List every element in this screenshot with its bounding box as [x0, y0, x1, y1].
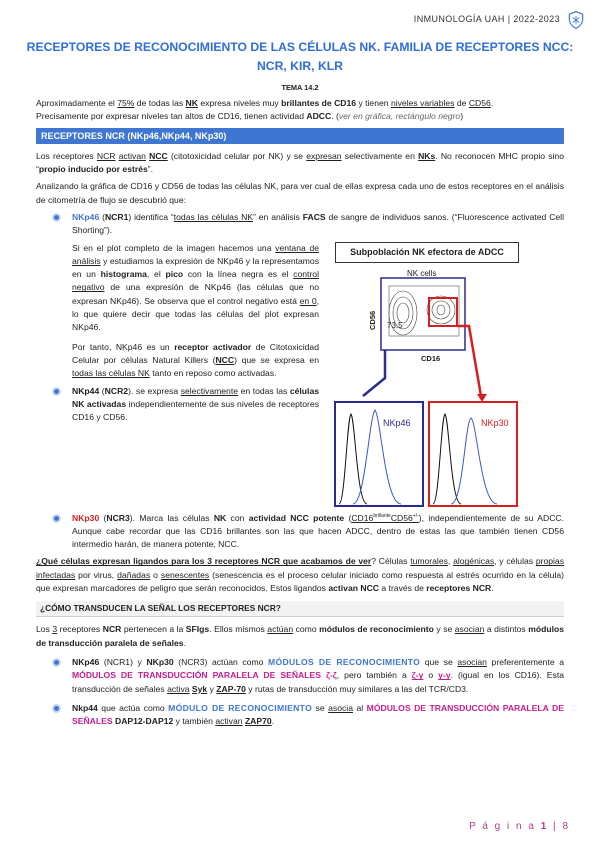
gate-label: NK cells	[407, 268, 437, 278]
left-column	[36, 242, 319, 512]
figure-column	[331, 242, 521, 512]
bullet-dot	[50, 386, 64, 396]
arrow-red	[477, 394, 487, 402]
header-text: INMUNOLOGÍA UAH | 2022-2023	[413, 14, 560, 25]
plot-paragraph: Si en el plot completo de la imagen hacemos una ventana de análisis y estudiamos la expresión de NKp46 y la representamos en un histograma, el pico con la línea negra es el control negativo de una expresión de NKp46 (las células que no expresan NKp46). Se observa que el control negativo está en 0, lo que quiere decir que todas las células del plot expresan NKp46.	[72, 242, 320, 333]
tema-label: TEMA 14.2	[281, 83, 319, 92]
bullet-nkp44-transduction: Nkp44 que actúa como MÓDULO DE RECONOCIMIENTO se asocia al MÓDULOS DE TRANSDUCCIÓN PARALELA DE SEÑALES DAP12-DAP12 y también activan ZAP70.	[36, 702, 564, 729]
ligands-paragraph: ¿Qué células expresan ligandos para los 3 receptores NCR que acabamos de ver? Células tumorales, alogénicas, y células propias infectadas por virus, dañadas o senescentes (senescencia es el proceso celular iniciado como respuesta al estrés ocurrido en la célula) que expresan marcadores de peligro que serán reconocidos. Estos ligandos activan NCC a través de receptores NCR.	[36, 556, 565, 594]
shield-icon	[566, 10, 586, 30]
two-column-block	[36, 242, 564, 512]
x-axis-label: CD16	[421, 353, 441, 363]
connector-blue	[363, 350, 385, 396]
pct-label: 73.5	[387, 320, 403, 330]
y-axis-label: CD56	[368, 310, 377, 330]
analysis-paragraph: Analizando la gráfica de CD16 y CD56 de todas las células NK, para ver cual de ellas expresa cada uno de estos receptores en el análisis de citometría de flujo se descubrió que:	[36, 181, 564, 205]
section-transduction-heading: ¿CÓMO TRANSDUCEN LA SEÑAL LOS RECEPTORES NCR?	[36, 601, 564, 617]
activador-paragraph: Por tanto, NKp46 es un receptor activador de Citotoxicidad Celular por células Natural Killers (NCC) que se expresa en todas las células NK tanto en reposo como activadas.	[72, 341, 319, 379]
figure-title: Subpoblación NK efectora de ADCC	[335, 242, 519, 264]
page-footer: P á g i n a 1 | 8	[469, 820, 570, 832]
intro-p2: Precisamente por expresar niveles tan altos de CD16, tienen actividad ADCC. (ver en gráfica, rectángulo negro)	[36, 111, 464, 122]
scatter-frame	[381, 278, 465, 350]
transduction-paragraph: Los 3 receptores NCR pertenecen a la SFIgs. Ellos mismos actúan como módulos de reconocimiento y se asocian a distintos módulos de transducción paralela de señales.	[36, 624, 564, 648]
bullet-dot	[50, 703, 64, 713]
hist-nkp30-label: NKp30	[481, 417, 509, 428]
bullet-dot	[50, 657, 64, 667]
bullet-nkp46-nkp30-transduction: NKp46 (NCR1) y NKp30 (NCR3) actúan como MÓDULOS DE RECONOCIMIENTO que se asocian preferentemente a MÓDULOS DE TRANSDUCCIÓN PARALELA DE SEÑALES ζ-ζ, pero también a ζ-γ o γ-γ. (igual en los CD16). Esta transducción de señales activa Syk y ZAP-70 y rutas de transducción muy similares a las del TCR/CD3.	[36, 656, 564, 696]
title-line-1: RECEPTORES DE RECONOCIMIENTO DE LAS CÉLULAS NK. FAMILIA DE RECEPTORES NCC:	[26, 40, 574, 54]
bullet-nkp30: NKp30 (NCR3). Marca las células NK con actividad NCC potente $(CD16^{brillante}CD56^{+/-})$, independientemente de su ADCC. Aunque cabe recordar que las CD16 brillantes son las que hacen ADCC, dentro de estas las que también tienen CD56 intermedio harán, de manera potente, NCC.	[36, 512, 564, 552]
intro-p1: Aproximadamente el 75% de todas las NK expresa niveles muy brillantes de CD16 y tienen niveles variables de CD56.	[36, 98, 494, 108]
section-ncr-heading: RECEPTORES NCR (NKp46,NKp44, NKp30)	[36, 128, 564, 144]
bullet-dot	[50, 212, 64, 222]
figure-graphics	[331, 268, 521, 518]
bullet-dot	[50, 513, 64, 523]
bullet-nkp44: NKp44 (NCR2). se expresa selectivamente en todas las células NK activadas independientemente de sus niveles de receptores CD16 y CD56.	[36, 385, 319, 425]
page-title	[20, 38, 580, 76]
hist-nkp46-label: NKp46	[383, 417, 411, 428]
ncr-intro-paragraph: Los receptores NCR activan NCC (citotoxicidad celular por NK) y se expresan selectivamente en NKs. No reconocen MHC propio sino “propio inducido por estrés”.	[36, 150, 564, 174]
title-line-2: NCR, KIR, KLR	[257, 58, 343, 73]
nk-figure	[331, 242, 521, 512]
bullet-nkp46: NKp46 (NCR1) identifica “todas las células NK” en análisis FACS de sangre de individuos sanos. (“Fluorescence activated Cell Shorting”).	[36, 211, 564, 238]
page-header	[414, 10, 586, 30]
main-content	[36, 97, 564, 729]
